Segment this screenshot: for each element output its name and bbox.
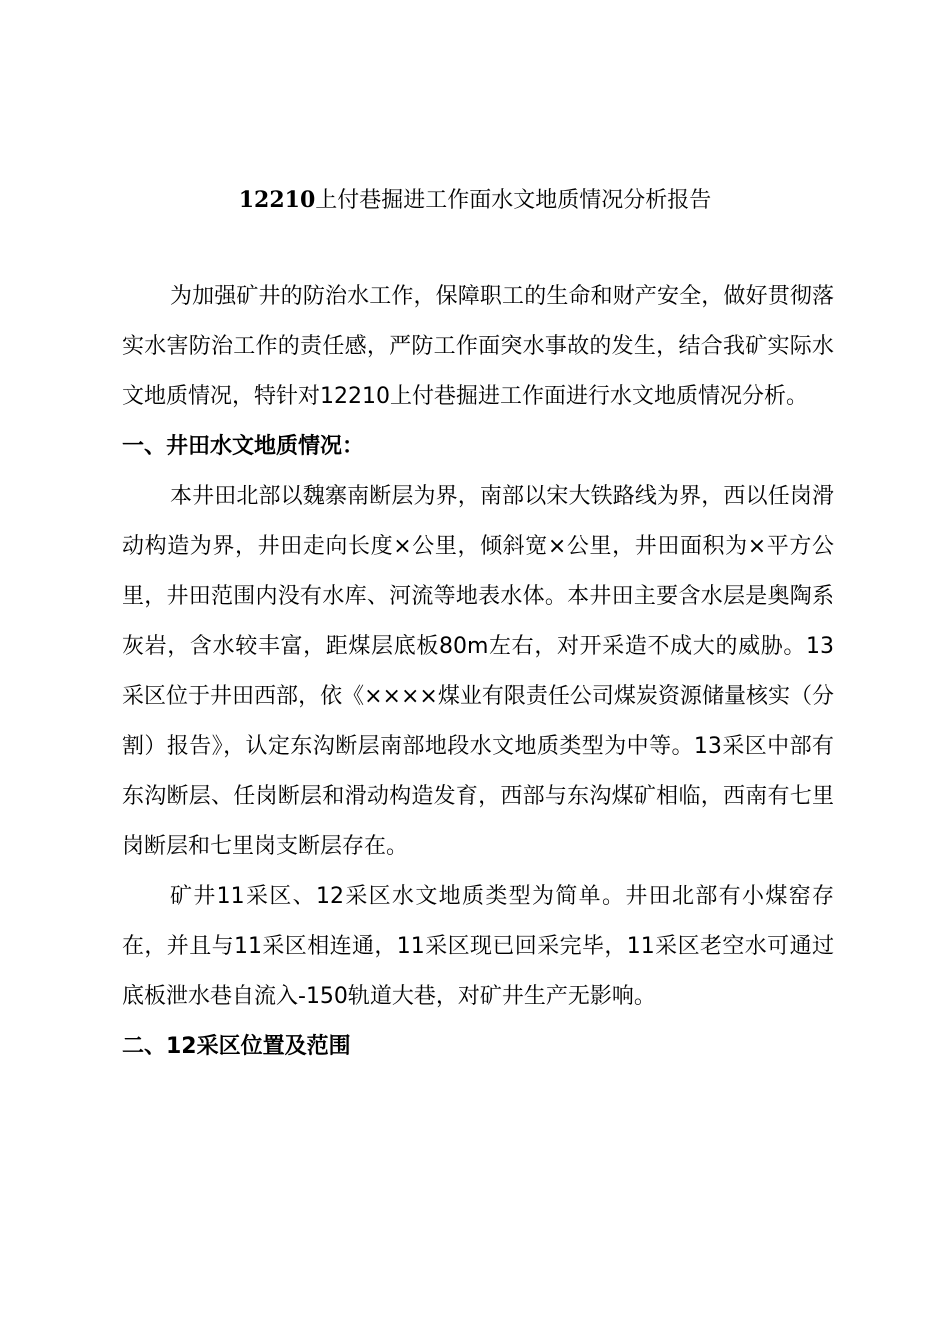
document-body: [122, 272, 834, 1072]
section-2-heading: 二、12采区位置及范围: [122, 1034, 351, 1059]
section-1-paragraph-2: 矿井11采区、12采区水文地质类型为简单。井田北部有小煤窑存在，并且与11采区相连通，11采区现已回采完毕，11采区老空水可通过底板泄水巷自流入-150轨道大巷，对矿井生产无影响。: [122, 884, 834, 1009]
section-1-paragraph-1: 本井田北部以魏寨南断层为界，南部以宋大铁路线为界，西以任岗滑动构造为界，井田走向长度×公里，倾斜宽×公里，井田面积为×平方公里，井田范围内没有水库、河流等地表水体。本井田主要含水层是奥陶系灰岩，含水较丰富，距煤层底板80m左右，对开采造不成大的威胁。13采区位于井田西部，依《××××煤业有限责任公司煤炭资源储量核实（分割）报告》，认定东沟断层南部地段水文地质类型为中等。13采区中部有东沟断层、任岗断层和滑动构造发育，西部与东沟煤矿相临，西南有七里岗断层和七里岗支断层存在。: [122, 484, 834, 859]
title-number: 12210: [238, 187, 316, 213]
intro-paragraph: 为加强矿井的防治水工作，保障职工的生命和财产安全，做好贯彻落实水害防治工作的责任感，严防工作面突水事故的发生，结合我矿实际水文地质情况，特针对12210上付巷掘进工作面进行水文地质情况分析。: [122, 284, 834, 409]
section-1-heading: 一、井田水文地质情况：: [122, 434, 365, 459]
title-text: 上付巷掘进工作面水文地质情况分析报告: [315, 188, 712, 213]
document-title: [0, 180, 950, 221]
